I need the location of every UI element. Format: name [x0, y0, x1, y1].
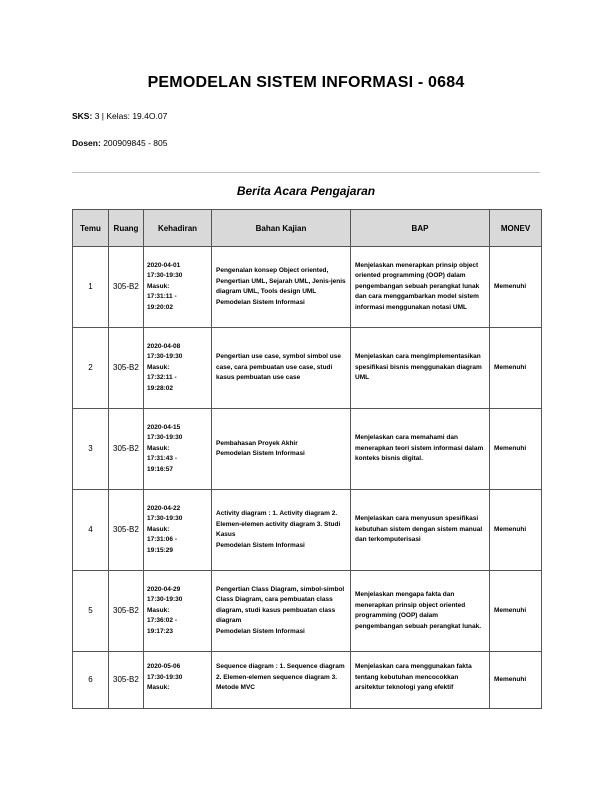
kehadiran-line: 17:31:11 - [147, 293, 177, 301]
cell-monev: Memenuhi [490, 409, 542, 490]
bahan-line: Pemodelan Sistem Informasi [216, 627, 305, 635]
kehadiran-line: 17:32:11 - [147, 374, 177, 382]
kehadiran-line: 19:28:02 [147, 384, 174, 392]
table-row [73, 409, 542, 490]
bahan-line: Pemodelan Sistem Informasi [216, 541, 305, 549]
cell-ruang: 305-B2 [109, 328, 144, 409]
bahan-line: Pengertian Class Diagram, simbol-simbol Class Diagram, cara pembuatan class diagram, studi kasus pembuatan class diagram [216, 585, 345, 625]
bahan-line: Sequence diagram : 1. Sequence diagram 2. Elemen-elemen sequence diagram 3. Metode MVC [216, 663, 345, 691]
cell-kehadiran [144, 652, 212, 709]
kehadiran-line: 2020-04-22 [147, 504, 181, 512]
kehadiran-line: 2020-05-06 [147, 663, 181, 670]
sks-value: 3 | Kelas: 19.4O.07 [94, 111, 168, 121]
table-row [73, 652, 542, 709]
cell-kehadiran [144, 571, 212, 652]
cell-bahan-kajian [212, 652, 351, 709]
kehadiran-line: 2020-04-29 [147, 585, 181, 593]
kehadiran-line: 2020-04-15 [147, 423, 181, 431]
bahan-line: Pembahasan Proyek Akhir [216, 439, 298, 447]
cell-bahan-kajian [212, 247, 351, 328]
cell-ruang: 305-B2 [109, 247, 144, 328]
cell-bap: Menjelaskan cara mengimplementasikan spesifikasi bisnis menggunakan diagram UML [351, 328, 490, 409]
cell-bap: Menjelaskan cara memahami dan menerapkan teori sistem informasi dalam konteks bisnis digital. [351, 409, 490, 490]
cell-ruang: 305-B2 [109, 490, 144, 571]
section-title: Berita Acara Pengajaran [236, 184, 376, 198]
kehadiran-line: Masuk: [147, 525, 170, 533]
cell-bahan-kajian [212, 490, 351, 571]
kehadiran-line: 17:36:02 - [147, 617, 177, 625]
cell-bap: Menjelaskan cara menggunakan fakta tentang kebutuhan mencocokkan arsitektur teknologi yang efektif [351, 652, 490, 709]
table-row [73, 571, 542, 652]
cell-temu: 6 [73, 652, 109, 709]
cell-temu: 5 [73, 571, 109, 652]
bahan-line: Pemodelan Sistem Informasi [216, 298, 305, 306]
cell-bahan-kajian [212, 409, 351, 490]
kehadiran-line: Masuk: [147, 363, 170, 371]
bahan-line: Pemodelan Sistem Informasi [216, 450, 305, 457]
table-row [73, 247, 542, 328]
kehadiran-line: 19:16:57 [147, 465, 174, 473]
divider [72, 172, 540, 173]
cell-kehadiran [144, 328, 212, 409]
sks-label: SKS: [72, 111, 93, 121]
header-bahan-kajian: Bahan Kajian [212, 210, 351, 247]
cell-bap: Menjelaskan cara menyusun spesifikasi kebutuhan sistem dengan sistem manual dan terkomputerisasi [351, 490, 490, 571]
kehadiran-line: Masuk: [147, 684, 170, 691]
kehadiran-line: 2020-04-08 [147, 342, 181, 350]
kehadiran-line: 17:31:06 - [147, 536, 177, 544]
cell-kehadiran [144, 409, 212, 490]
cell-ruang: 305-B2 [109, 571, 144, 652]
course-title: PEMODELAN SISTEM INFORMASI - 0684 [147, 74, 465, 91]
kehadiran-line: 17:30-19:30 [147, 673, 183, 681]
bap-table [72, 209, 542, 709]
header-temu: Temu [73, 210, 109, 247]
cell-temu: 2 [73, 328, 109, 409]
cell-monev: Memenuhi [490, 490, 542, 571]
table-row [73, 328, 542, 409]
cell-temu: 1 [73, 247, 109, 328]
kehadiran-line: 19:17:23 [147, 627, 174, 635]
cell-kehadiran [144, 247, 212, 328]
cell-temu: 4 [73, 490, 109, 571]
bahan-line: Pengertian use case, symbol simbol use case, cara pembuatan use case, studi kasus pembuatan use case [216, 353, 341, 382]
kehadiran-line: 19:15:29 [147, 546, 174, 554]
kehadiran-line: 17:30-19:30 [147, 353, 183, 361]
table-row [73, 490, 542, 571]
course-sks-line [72, 111, 167, 121]
dosen-label: Dosen: [72, 138, 101, 148]
table-header-row [73, 210, 542, 247]
cell-monev: Memenuhi [490, 571, 542, 652]
dosen-value: 200909845 - 805 [103, 138, 168, 148]
cell-ruang: 305-B2 [109, 409, 144, 490]
cell-monev: Memenuhi [490, 652, 542, 709]
table-body [73, 247, 542, 709]
cell-bahan-kajian [212, 328, 351, 409]
cell-bap: Menjelaskan mengapa fakta dan menerapkan prinsip object oriented programming (OOP) dalam pengembangan sebuah perangkat lunak. [351, 571, 490, 652]
kehadiran-line: 19:20:02 [147, 303, 174, 311]
header-monev: MONEV [490, 210, 542, 247]
cell-monev: Memenuhi [490, 247, 542, 328]
kehadiran-line: 17:30-19:30 [147, 596, 183, 604]
bahan-line: Pengenalan konsep Object oriented, Pengertian UML, Sejarah UML, Jenis-jenis diagram UML, Tools design UML [216, 267, 346, 295]
cell-temu: 3 [73, 409, 109, 490]
kehadiran-line: 17:30-19:30 [147, 272, 183, 280]
kehadiran-line: Masuk: [147, 444, 170, 452]
cell-monev: Memenuhi [490, 328, 542, 409]
kehadiran-line: 17:30-19:30 [147, 434, 183, 442]
cell-bahan-kajian [212, 571, 351, 652]
kehadiran-line: Masuk: [147, 606, 170, 614]
kehadiran-line: Masuk: [147, 282, 170, 290]
header-ruang: Ruang [109, 210, 144, 247]
kehadiran-line: 2020-04-01 [147, 261, 181, 269]
bahan-line: Activity diagram : 1. Activity diagram 2. Elemen-elemen activity diagram 3. Studi Kasus [216, 510, 341, 538]
cell-kehadiran [144, 490, 212, 571]
cell-ruang: 305-B2 [109, 652, 144, 709]
kehadiran-line: 17:31:43 - [147, 455, 177, 463]
cell-bap: Menjelaskan menerapkan prinsip object oriented programming (OOP) dalam pengembangan sebuah perangkat lunak dan cara menggambarkan model sistem informasi menggunakan notasi UML [351, 247, 490, 328]
course-dosen-line [72, 138, 167, 148]
header-kehadiran: Kehadiran [144, 210, 212, 247]
kehadiran-line: 17:30-19:30 [147, 515, 183, 523]
header-bap: BAP [351, 210, 490, 247]
